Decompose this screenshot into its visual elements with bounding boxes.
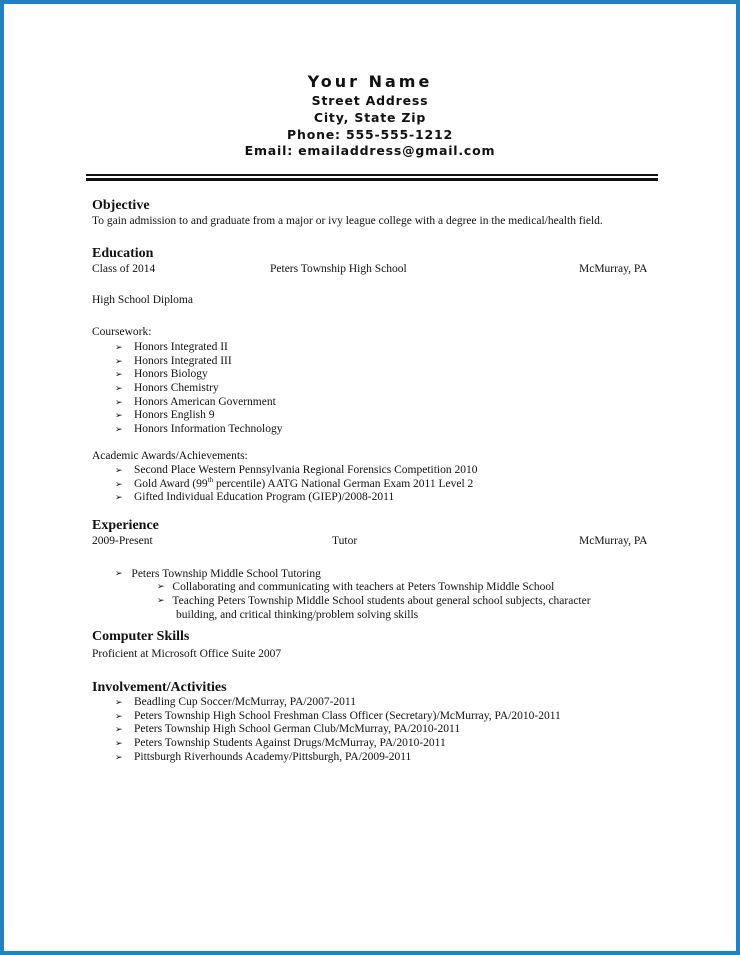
experience-dates: 2009-Present [92, 535, 153, 547]
skills-heading: Computer Skills [92, 629, 190, 644]
education-class: Class of 2014 [92, 263, 156, 275]
experience-duty: ➢ Collaborating and communicating with teachers at Peters Township Middle School [157, 581, 555, 593]
arrow-bullet-icon: ➢ [115, 724, 123, 735]
arrow-bullet-icon: ➢ [115, 465, 123, 475]
award-text: Gold Award (99th percentile) AATG National German Exam 2011 Level 2 [134, 475, 474, 490]
arrow-bullet-icon: ➢ [115, 710, 123, 721]
experience-duty: ➢ Teaching Peters Township Middle School students about general school subjects, character [157, 595, 591, 607]
city-state-zip: City, State Zip [313, 110, 427, 125]
list-item-text: Beadling Cup Soccer/McMurray, PA/2007-2011 [134, 696, 356, 708]
experience-org: ➢ Peters Township Middle School Tutoring [115, 568, 321, 580]
experience-role: Tutor [332, 535, 358, 547]
arrow-bullet-icon: ➢ [115, 355, 123, 366]
resume-name: Your Name [307, 72, 433, 91]
activities-heading: Involvement/Activities [92, 680, 227, 695]
arrow-bullet-icon: ➢ [115, 410, 123, 421]
awards-label: Academic Awards/Achievements: [92, 450, 248, 462]
arrow-bullet-icon: ➢ [157, 581, 165, 591]
arrow-bullet-icon: ➢ [115, 383, 123, 394]
education-diploma: High School Diploma [92, 294, 193, 306]
list-item-text: Pittsburgh Riverhounds Academy/Pittsburgh, PA/2009-2011 [134, 750, 412, 763]
objective-heading: Objective [92, 198, 150, 213]
arrow-bullet-icon: ➢ [115, 478, 123, 489]
education-school: Peters Township High School [270, 263, 407, 275]
experience-heading: Experience [92, 518, 159, 533]
arrow-bullet-icon: ➢ [115, 342, 123, 352]
experience-location: McMurray, PA [579, 535, 648, 547]
education-location: McMurray, PA [579, 263, 648, 275]
arrow-bullet-icon: ➢ [115, 492, 123, 503]
list-item-text: Honors American Government [134, 395, 276, 408]
experience-duty-continued: building, and critical thinking/problem solving skills [176, 609, 419, 621]
arrow-bullet-icon: ➢ [157, 595, 165, 605]
street-address: Street Address [311, 93, 429, 108]
list-item-text: Peters Township High School German Club/McMurray, PA/2010-2011 [134, 723, 461, 736]
coursework-label: Coursework: [92, 326, 152, 338]
award-text: Second Place Western Pennsylvania Regional Forensics Competition 2010 [134, 464, 478, 476]
list-item-text: Peters Township Students Against Drugs/McMurray, PA/2010-2011 [134, 737, 446, 750]
objective-text: To gain admission to and graduate from a major or ivy league college with a degree in the medical/health field. [92, 215, 603, 227]
list-item-text: Honors Biology [134, 368, 208, 381]
list-item-text: Honors Integrated II [134, 341, 228, 353]
arrow-bullet-icon: ➢ [115, 697, 123, 707]
skills-text: Proficient at Microsoft Office Suite 2007 [92, 648, 282, 660]
arrow-bullet-icon: ➢ [115, 751, 123, 762]
arrow-bullet-icon: ➢ [115, 369, 123, 380]
list-item-text: Honors English 9 [134, 409, 215, 422]
email: Email: emailaddress@gmail.com [244, 143, 496, 158]
award-text: Gifted Individual Education Program (GIEP)/2008-2011 [134, 491, 395, 504]
list-item-text: Honors Information Technology [134, 423, 283, 436]
header-rule-thin [86, 174, 658, 176]
arrow-bullet-icon: ➢ [115, 424, 123, 435]
education-heading: Education [92, 246, 154, 261]
list-item-text: Honors Integrated III [134, 354, 232, 367]
list-item-text: Honors Chemistry [134, 382, 219, 395]
header-rule-thick [86, 178, 658, 181]
arrow-bullet-icon: ➢ [115, 568, 123, 578]
arrow-bullet-icon: ➢ [115, 738, 123, 749]
phone: Phone: 555-555-1212 [287, 127, 453, 142]
arrow-bullet-icon: ➢ [115, 396, 123, 407]
list-item-text: Peters Township High School Freshman Class Officer (Secretary)/McMurray, PA/2010-2011 [134, 709, 561, 722]
